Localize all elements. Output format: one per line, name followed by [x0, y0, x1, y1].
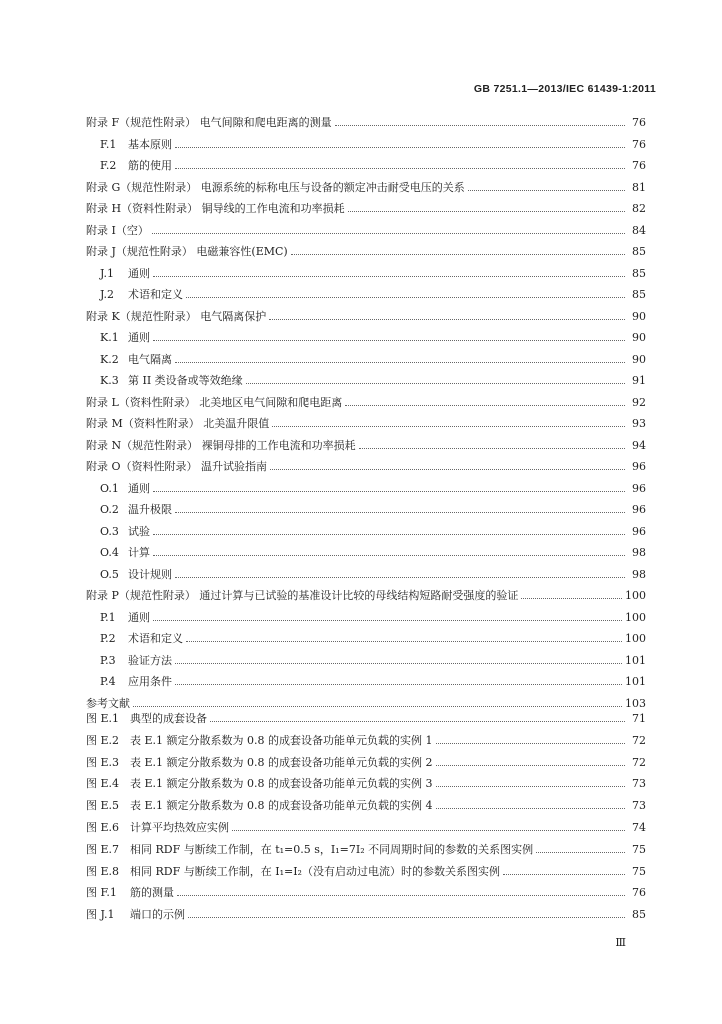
entry-title: 筋的测量	[130, 886, 174, 900]
entry-number: 图 F.1	[86, 886, 117, 900]
entry-title: 术语和定义	[128, 632, 183, 645]
entry-number: O.4	[100, 546, 119, 559]
entry-number: K.2	[100, 352, 119, 366]
entry-page: 85	[632, 245, 646, 258]
entry-page: 72	[632, 733, 646, 747]
toc-entry[interactable]	[86, 775, 646, 797]
dot-leader	[436, 800, 626, 809]
entry-title: 附录 F（规范性附录） 电气间隙和爬电距离的测量	[86, 116, 332, 129]
toc-entry[interactable]	[86, 732, 646, 754]
dot-leader	[436, 778, 626, 787]
dot-leader	[153, 526, 625, 535]
entry-page: 85	[632, 288, 646, 301]
toc-entry[interactable]	[86, 286, 646, 308]
toc-entry[interactable]	[86, 501, 646, 523]
entry-page: 98	[632, 546, 646, 559]
dot-leader	[503, 866, 625, 875]
entry-number: O.1	[100, 481, 119, 495]
dot-leader	[272, 418, 625, 427]
dot-leader	[536, 844, 625, 853]
entry-page: 100	[625, 610, 646, 624]
toc-entry[interactable]	[86, 609, 646, 631]
toc-entry[interactable]	[86, 630, 646, 652]
entry-title: 附录 P（规范性附录） 通过计算与已试验的基准设计比较的母线结构短路耐受强度的验证	[86, 589, 519, 602]
entry-title: 典型的成套设备	[130, 712, 207, 725]
dot-leader	[152, 225, 625, 234]
entry-number: P.2	[100, 632, 116, 645]
entry-page: 74	[632, 820, 646, 834]
entry-number: O.3	[100, 524, 119, 538]
entry-title: 试验	[128, 524, 150, 538]
toc-entry[interactable]	[86, 523, 646, 545]
entry-title: 通则	[128, 610, 150, 624]
dot-leader	[175, 504, 625, 513]
toc-entry[interactable]	[86, 394, 646, 416]
toc-entry[interactable]	[86, 544, 646, 566]
entry-title: 表 E.1 额定分散系数为 0.8 的成套设备功能单元负载的实例 4	[130, 799, 433, 813]
toc-entry[interactable]	[86, 179, 646, 201]
toc-entry[interactable]	[86, 265, 646, 287]
entry-title: 验证方法	[128, 653, 172, 667]
entry-page: 94	[632, 438, 646, 452]
entry-page: 85	[632, 908, 646, 922]
entry-number: 图 E.5	[86, 799, 120, 813]
toc-entry[interactable]	[86, 329, 646, 351]
entry-title: 应用条件	[128, 675, 172, 688]
entry-number: P.3	[100, 653, 116, 667]
standard-header: GB 7251.1—2013/IEC 61439-1:2011	[473, 83, 656, 95]
entry-title: 附录 I（空）	[86, 223, 149, 237]
dot-leader	[153, 547, 625, 556]
dot-leader	[175, 139, 625, 148]
entry-number: P.4	[100, 675, 116, 688]
entry-title: 设计规则	[128, 567, 172, 581]
entry-number: O.5	[100, 567, 119, 581]
toc-entry[interactable]	[86, 754, 646, 776]
toc-entry[interactable]	[86, 222, 646, 244]
toc-entry[interactable]	[86, 710, 646, 732]
dot-leader	[175, 354, 625, 363]
dot-leader	[175, 569, 625, 578]
toc-entry[interactable]	[86, 906, 646, 928]
entry-page: 103	[625, 696, 646, 710]
dot-leader	[468, 182, 625, 191]
dot-leader	[210, 713, 625, 722]
dot-leader	[270, 461, 625, 470]
entry-title: 附录 J（规范性附录） 电磁兼容性(EMC)	[86, 245, 288, 258]
toc-entry[interactable]	[86, 437, 646, 459]
entry-title: 附录 O（资料性附录） 温升试验指南	[86, 460, 268, 473]
dot-leader	[335, 117, 625, 126]
dot-leader	[186, 289, 625, 298]
dot-leader	[175, 160, 625, 169]
entry-title: 通则	[128, 331, 150, 344]
entry-number: 图 E.6	[86, 820, 120, 834]
entry-page: 96	[632, 524, 646, 538]
toc-entry[interactable]	[86, 114, 646, 136]
entry-number: 图 E.8	[86, 864, 120, 878]
entry-number: O.2	[100, 503, 119, 516]
dot-leader	[359, 440, 625, 449]
dot-leader	[345, 397, 625, 406]
entry-number: F.1	[100, 137, 117, 151]
entry-page: 76	[632, 886, 646, 900]
dot-leader	[291, 246, 625, 255]
dot-leader	[188, 909, 625, 918]
dot-leader	[153, 332, 625, 341]
dot-leader	[153, 612, 622, 621]
toc-entry[interactable]	[86, 863, 646, 885]
entry-page: 76	[632, 137, 646, 151]
entry-page: 101	[625, 653, 646, 667]
entry-title: 表 E.1 额定分散系数为 0.8 的成套设备功能单元负载的实例 1	[130, 733, 433, 747]
entry-page: 75	[632, 842, 646, 856]
entry-number: 图 E.2	[86, 733, 120, 747]
entry-title: 相同 RDF 与断续工作制，在 I₁=I₂（没有启动过电流）时的参数关系图实例	[130, 864, 500, 878]
entry-title: 附录 L（资料性附录） 北美地区电气间隙和爬电距离	[86, 395, 343, 409]
entry-page: 92	[632, 395, 646, 409]
entry-page: 84	[632, 223, 646, 237]
entry-title: 第 II 类设备或等效绝缘	[128, 374, 243, 387]
entry-title: 电气隔离	[128, 352, 172, 366]
dot-leader	[175, 676, 622, 685]
entry-page: 76	[632, 159, 646, 172]
figure-list	[86, 710, 646, 928]
entry-page: 90	[632, 352, 646, 366]
entry-number: P.1	[100, 610, 116, 624]
dot-leader	[436, 757, 626, 766]
entry-title: 通则	[128, 266, 150, 280]
entry-page: 91	[632, 374, 646, 387]
entry-title: 附录 M（资料性附录） 北美温升限值	[86, 417, 270, 430]
dot-leader	[153, 268, 625, 277]
entry-page: 96	[632, 481, 646, 495]
toc-entry[interactable]	[86, 136, 646, 158]
entry-title: 附录 K（规范性附录） 电气隔离保护	[86, 309, 267, 323]
entry-page: 101	[625, 675, 646, 688]
dot-leader	[177, 887, 625, 896]
toc-entry[interactable]	[86, 841, 646, 863]
toc-entry[interactable]	[86, 884, 646, 906]
dot-leader	[521, 590, 622, 599]
entry-page: 75	[632, 864, 646, 878]
entry-title: 参考文献	[86, 696, 130, 710]
toc-entry[interactable]	[86, 819, 646, 841]
entry-number: 图 J.1	[86, 908, 115, 922]
toc-entry[interactable]	[86, 458, 646, 480]
entry-title: 表 E.1 额定分散系数为 0.8 的成套设备功能单元负载的实例 3	[130, 777, 433, 791]
dot-leader	[348, 203, 625, 212]
entry-title: 筋的使用	[128, 159, 172, 172]
entry-page: 71	[632, 712, 646, 725]
entry-page: 96	[632, 503, 646, 516]
dot-leader	[186, 633, 622, 642]
toc-entry[interactable]	[86, 415, 646, 437]
dot-leader	[269, 311, 625, 320]
entry-page: 90	[632, 309, 646, 323]
toc-entry[interactable]	[86, 480, 646, 502]
entry-number: K.3	[100, 374, 119, 387]
entry-page: 100	[625, 589, 646, 602]
entry-title: 温升极限	[128, 503, 172, 516]
entry-title: 附录 H（资料性附录） 铜导线的工作电流和功率损耗	[86, 202, 345, 215]
entry-title: 表 E.1 额定分散系数为 0.8 的成套设备功能单元负载的实例 2	[130, 755, 433, 769]
entry-number: J.1	[100, 266, 115, 280]
entry-number: K.1	[100, 331, 119, 344]
dot-leader	[153, 483, 625, 492]
toc-entry[interactable]	[86, 308, 646, 330]
toc-entry[interactable]	[86, 351, 646, 373]
entry-page: 76	[632, 116, 646, 129]
entry-page: 81	[632, 180, 646, 194]
dot-leader	[232, 822, 625, 831]
entry-page: 85	[632, 266, 646, 280]
toc-entry[interactable]	[86, 797, 646, 819]
entry-number: 图 E.3	[86, 755, 120, 769]
entry-page: 72	[632, 755, 646, 769]
entry-number: F.2	[100, 159, 117, 172]
entry-page: 96	[632, 460, 646, 473]
entry-number: 图 E.1	[86, 712, 120, 725]
entry-title: 附录 G（规范性附录） 电源系统的标称电压与设备的额定冲击耐受电压的关系	[86, 180, 465, 194]
entry-page: 98	[632, 567, 646, 581]
toc-entry[interactable]	[86, 200, 646, 222]
entry-title: 通则	[128, 481, 150, 495]
dot-leader	[436, 735, 626, 744]
toc-entry[interactable]	[86, 673, 646, 695]
entry-page: 73	[632, 777, 646, 791]
toc-entry[interactable]	[86, 372, 646, 394]
entry-title: 基本原则	[128, 137, 172, 151]
entry-title: 计算	[128, 546, 150, 559]
entry-page: 90	[632, 331, 646, 344]
entry-title: 计算平均热效应实例	[130, 820, 229, 834]
entry-number: 图 E.4	[86, 777, 120, 791]
entry-page: 93	[632, 417, 646, 430]
entry-title: 术语和定义	[128, 288, 183, 301]
entry-page: 100	[625, 632, 646, 645]
entry-number: J.2	[100, 288, 115, 301]
page-number: Ⅲ	[615, 936, 626, 949]
entry-page: 73	[632, 799, 646, 813]
entry-number: 图 E.7	[86, 842, 120, 856]
entry-page: 82	[632, 202, 646, 215]
dot-leader	[246, 375, 625, 384]
toc-list	[86, 114, 646, 716]
dot-leader	[133, 698, 622, 707]
toc-entry[interactable]	[86, 652, 646, 674]
dot-leader	[175, 655, 622, 664]
toc-entry[interactable]	[86, 587, 646, 609]
toc-entry[interactable]	[86, 566, 646, 588]
entry-title: 端口的示例	[130, 908, 185, 922]
entry-title: 附录 N（规范性附录） 裸铜母排的工作电流和功率损耗	[86, 438, 356, 452]
toc-entry[interactable]	[86, 157, 646, 179]
toc-entry[interactable]	[86, 243, 646, 265]
entry-title: 相同 RDF 与断续工作制，在 t₁=0.5 s，I₁=7I₂ 不同周期时间的参数的关系图实例	[130, 842, 534, 856]
